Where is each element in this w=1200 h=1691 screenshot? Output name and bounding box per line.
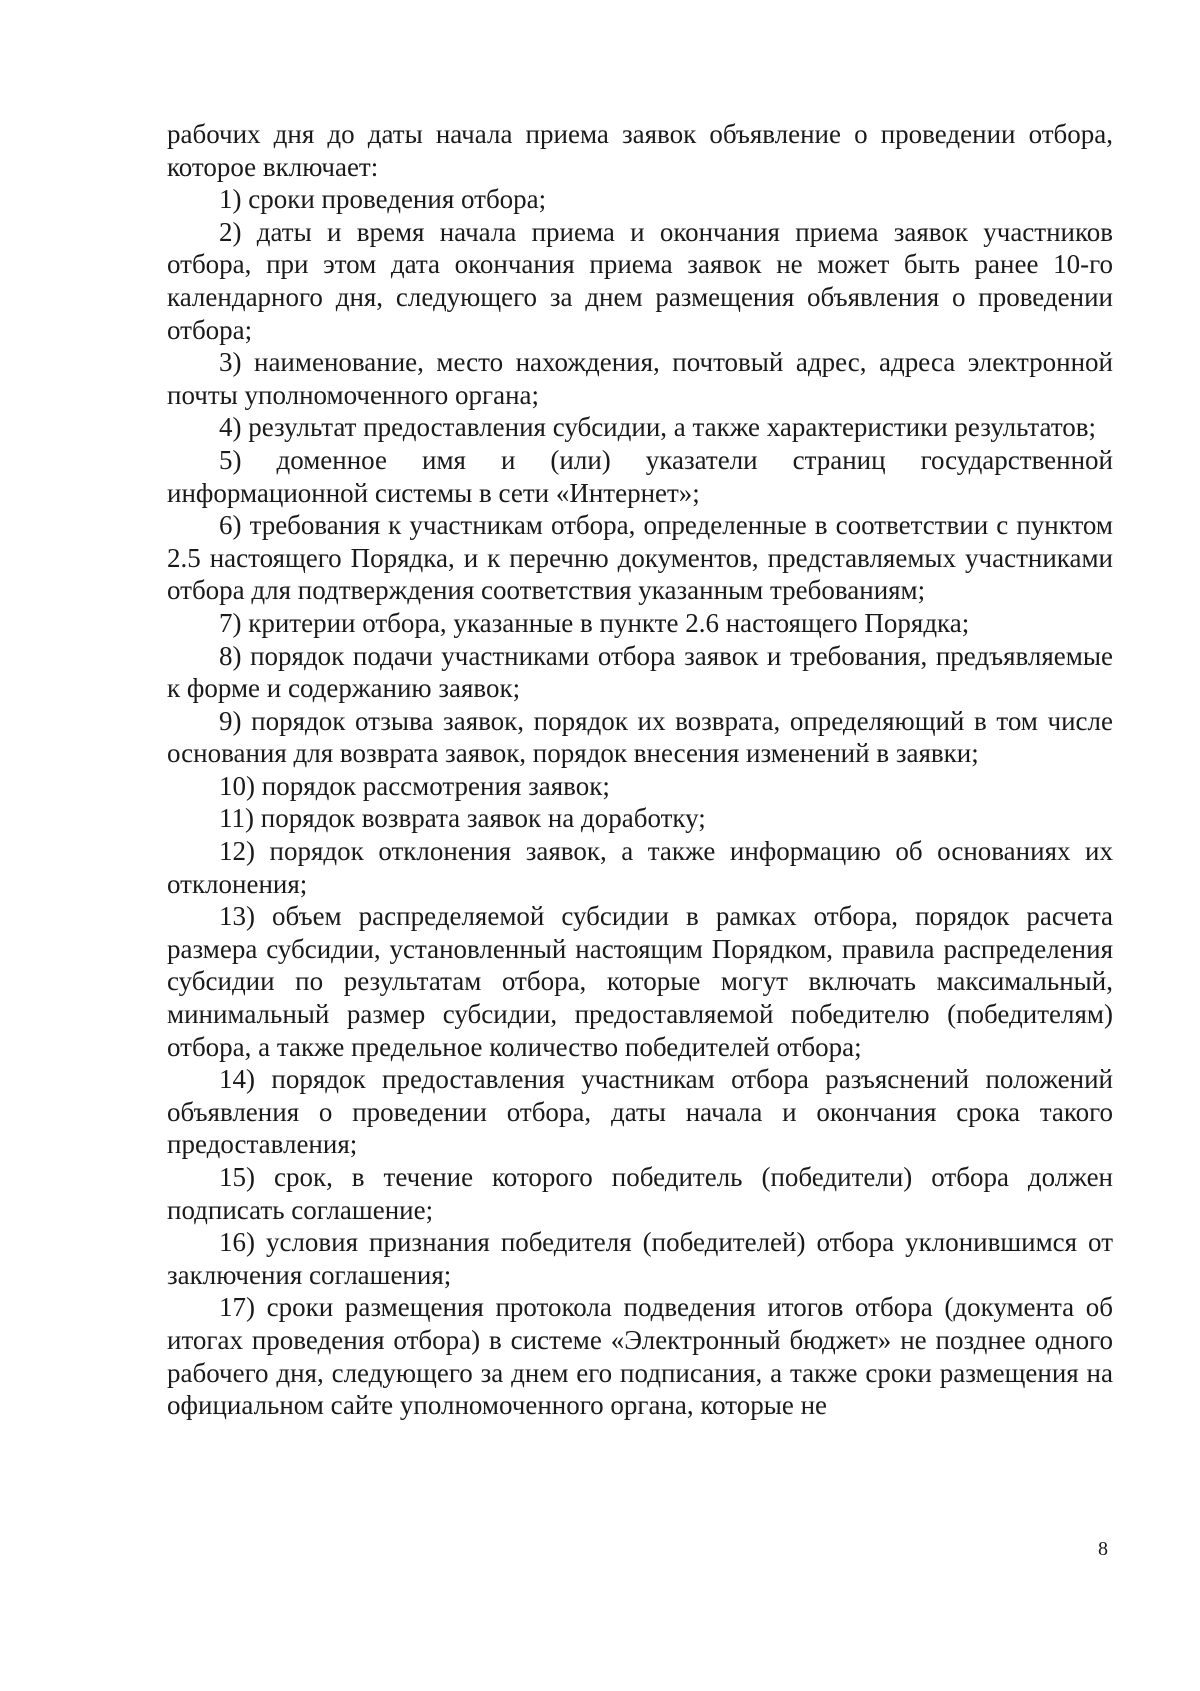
list-item-8: 8) порядок подачи участниками отбора заявок и требования, предъявляемые к форме и содержанию заявок; bbox=[167, 640, 1113, 704]
list-item-7: 7) критерии отбора, указанные в пункте 2.6 настоящего Порядка; bbox=[219, 607, 970, 638]
list-item-10: 10) порядок рассмотрения заявок; bbox=[219, 770, 610, 801]
list-item-3: 3) наименование, место нахождения, почтовый адрес, адреса электронной почты уполномоченного органа; bbox=[167, 347, 1113, 410]
list-item-14: 14) порядок предоставления участникам отбора разъяснений положений объявления о проведении отбора, даты начала и окончания срока такого предоставления; bbox=[167, 1064, 1113, 1160]
list-item-2: 2) даты и время начала приема и окончания приема заявок участников отбора, при этом дата окончания приема заявок не может быть ранее 10-го календарного дня, следующего за днем размещения объявления о проведении отбора; bbox=[167, 216, 1113, 345]
list-item-4: 4) результат предоставления субсидии, а также характеристики результатов; bbox=[219, 412, 1097, 443]
list-item-15: 15) срок, в течение которого победитель (победители) отбора должен подписать соглашение; bbox=[167, 1162, 1113, 1225]
list-item-1: 1) сроки проведения отбора; bbox=[219, 184, 547, 215]
list-item-16: 16) условия признания победителя (победителей) отбора уклонившимся от заключения соглашения; bbox=[167, 1227, 1113, 1290]
document-body bbox=[167, 118, 1113, 1422]
paragraph-intro: рабочих дня до даты начала приема заявок объявление о проведении отбора, которое включает: bbox=[167, 119, 1113, 182]
list-item-13: 13) объем распределяемой субсидии в рамках отбора, порядок расчета размера субсидии, установленный настоящим Порядком, правила распределения субсидии по результатам отбора, которые могут включать максимальный, минимальный размер субсидии, предоставляемой победителю (победителям) отбора, а также предельное количество победителей отбора; bbox=[167, 901, 1113, 1062]
list-item-12: 12) порядок отклонения заявок, а также информацию об основаниях их отклонения; bbox=[167, 836, 1113, 899]
list-item-11: 11) порядок возврата заявок на доработку; bbox=[219, 803, 706, 834]
list-item-5: 5) доменное имя и (или) указатели страниц государственной информационной системы в сети «Интернет»; bbox=[167, 444, 1113, 508]
page-number: 8 bbox=[1098, 1538, 1108, 1560]
list-item-9: 9) порядок отзыва заявок, порядок их возврата, определяющий в том числе основания для возврата заявок, порядок внесения изменений в заявки; bbox=[167, 705, 1113, 769]
list-item-6: 6) требования к участникам отбора, определенные в соответствии с пунктом 2.5 настоящего Порядка, и к перечню документов, представляемых участниками отбора для подтверждения соответствия указанным требованиям; bbox=[167, 510, 1113, 606]
list-item-17: 17) сроки размещения протокола подведения итогов отбора (документа об итогах проведения отбора) в системе «Электронный бюджет» не позднее одного рабочего дня, следующего за днем его подписания, а также сроки размещения на официальном сайте уполномоченного органа, которые не bbox=[167, 1292, 1113, 1421]
